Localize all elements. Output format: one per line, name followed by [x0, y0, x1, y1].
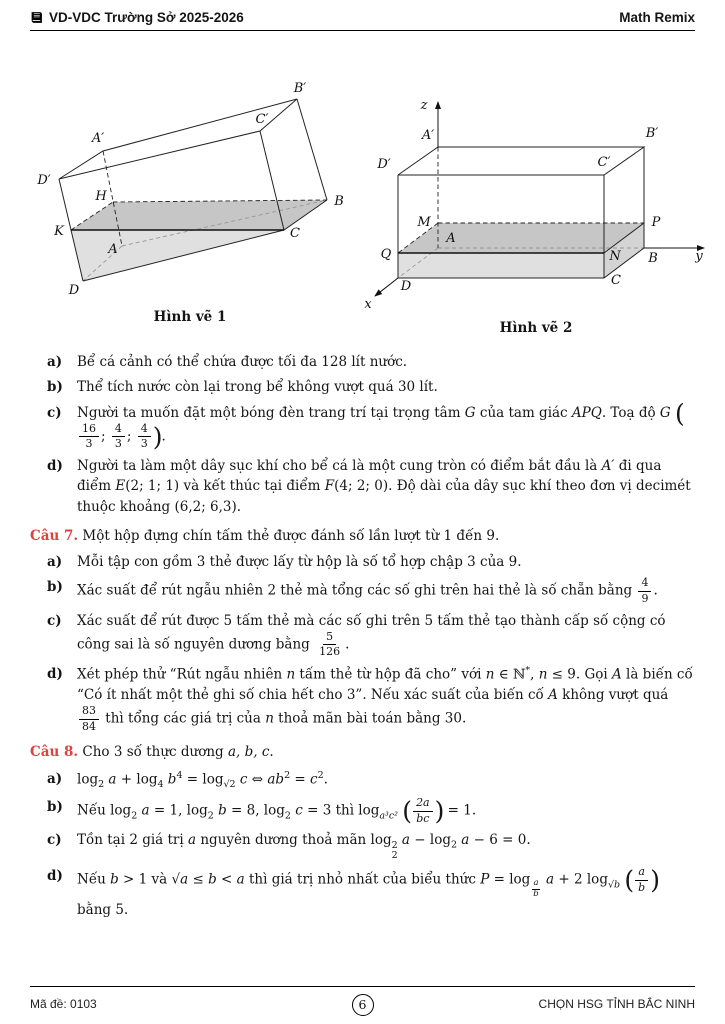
vertex-label: A′ — [421, 128, 435, 143]
statement-label: d) — [47, 458, 63, 475]
questions-content — [30, 352, 694, 925]
header-left — [30, 10, 244, 25]
text: ; — [126, 428, 136, 445]
statement-row — [30, 830, 694, 861]
question-7-stem — [82, 528, 499, 544]
text: của tam giác — [475, 404, 572, 421]
subscript: √b — [607, 879, 621, 891]
axis-label-z: z — [420, 98, 428, 113]
statement-row — [30, 611, 694, 660]
paren: ) — [434, 796, 444, 826]
statement-label: d) — [47, 868, 63, 885]
statement-text — [77, 797, 694, 825]
statement-label: b) — [47, 799, 63, 816]
statement-label: b) — [47, 379, 63, 396]
statement-text — [77, 611, 694, 660]
text: ⇔ — [247, 771, 268, 788]
statement-text — [77, 866, 694, 920]
text: đi qua điểm — [77, 458, 662, 495]
superscript: 2 — [284, 769, 291, 781]
text: Xác suất để rút được 5 tấm thẻ mà các số ghi trên 5 tấm thẻ tạo thành cấp số cộng có công sai là số nguyên dương bằng — [77, 612, 666, 653]
math-var: n — [265, 710, 274, 727]
text: Tồn tại 2 giá trị — [77, 832, 188, 849]
fraction: a b — [533, 878, 539, 899]
text: Một hộp đựng chín tấm thẻ được đánh số lần lượt từ 1 đến 9. — [82, 527, 500, 544]
statement-row — [30, 377, 694, 397]
page-number: 6 — [352, 994, 374, 1016]
text: ≤ — [188, 871, 209, 888]
math-var: A′ — [601, 458, 615, 475]
text: Nếu log — [77, 802, 132, 819]
math-var: n — [538, 666, 548, 683]
text: log — [77, 771, 99, 788]
subscript: 2 — [207, 810, 214, 822]
statement-label: c) — [47, 832, 62, 849]
vertex-label: H — [95, 189, 107, 204]
math-var: F — [324, 478, 335, 495]
math-var: G — [464, 404, 476, 421]
figure-2-drawing — [358, 76, 714, 314]
text: bằng 5. — [77, 901, 129, 918]
paren: ) — [152, 422, 162, 452]
page-footer — [30, 986, 695, 1011]
statement-label: a) — [47, 354, 63, 370]
text: thì tổng các giá trị của — [101, 710, 266, 727]
math-var: a — [541, 871, 555, 888]
vertex-label: D′ — [377, 157, 391, 172]
vertex-label: N — [609, 249, 621, 264]
question-8-label: Câu 8. — [30, 744, 79, 761]
statement-row — [30, 797, 694, 825]
text: = 1, log — [149, 802, 208, 819]
statement-label: d) — [47, 666, 63, 683]
subscript-fraction — [530, 878, 541, 899]
text: Xét phép thử “Rút ngẫu nhiên — [77, 666, 287, 683]
statement-text — [77, 352, 694, 372]
text: = 3 thì log — [302, 802, 380, 819]
text: − log — [409, 832, 451, 849]
vertex-label: P — [651, 215, 661, 230]
statement-label: c) — [47, 612, 62, 629]
math-var: P — [480, 871, 490, 888]
subscript: 2 — [131, 810, 138, 822]
math-var: G — [659, 404, 671, 421]
math-var: APQ — [571, 404, 602, 421]
text: Người ta làm một dây sục khí cho bể cá là một cung tròn có điểm bắt đầu là — [77, 458, 602, 475]
text: (4; 2; 0). Độ dài của dây sục khí theo đơn vị decimét thuộc khoảng (6,2; 6,3). — [77, 478, 691, 515]
math-var: a — [137, 802, 150, 819]
vertex-label: Q — [380, 247, 392, 262]
question-7-heading — [30, 526, 694, 546]
fraction: $\frac{4}{3}$ — [138, 423, 151, 451]
question-7-label: Câu 7. — [30, 527, 79, 544]
math-var: c — [310, 771, 318, 788]
statement-row — [30, 456, 694, 517]
question-8-heading — [30, 742, 694, 762]
book-icon — [30, 11, 43, 24]
page-header — [30, 10, 695, 31]
water-surface — [398, 223, 644, 253]
text: . — [269, 744, 274, 761]
text: Thể tích nước còn lại trong bể không vượt quá 30 lít. — [77, 379, 438, 396]
math-var: a, b, c — [227, 744, 270, 761]
statement-row — [30, 769, 694, 792]
vertex-label: C — [290, 226, 300, 241]
text: Mỗi tập con gồm 3 thẻ được lấy từ hộp là số tổ hợp chập 3 của 9. — [77, 554, 522, 571]
subscript: 2 — [98, 778, 105, 790]
text: ; — [101, 428, 110, 445]
vertex-label: A — [108, 242, 118, 257]
statement-row — [30, 664, 694, 733]
axis-label-y: y — [695, 249, 703, 264]
statement-text — [77, 456, 694, 517]
text: . — [161, 428, 166, 445]
text: − 6 = 0. — [469, 832, 531, 849]
fraction: $\frac{5}{126}$ — [319, 629, 341, 659]
vertex-label: B — [648, 251, 658, 266]
text: tấm thẻ từ hộp đã cho” với — [295, 666, 486, 683]
question-8-stem — [82, 744, 273, 760]
subscript: 2 — [450, 840, 458, 852]
text: ≤ 9. Gọi — [547, 666, 612, 683]
math-var: c — [235, 771, 248, 788]
text: (2; 1; 1) và kết thúc tại điểm — [125, 478, 325, 495]
text: thì giá trị nhỏ nhất của biểu thức — [244, 871, 481, 888]
statement-label: c) — [47, 404, 62, 421]
vertex-label: D — [68, 283, 80, 298]
fraction: $\frac{2a}{bc}$ — [413, 797, 433, 825]
statement-label: a) — [47, 554, 63, 571]
subscript: a³c² — [379, 810, 398, 822]
text: . — [653, 582, 658, 599]
text: Bể cá cảnh có thể chứa được tối đa 128 lít nước. — [77, 354, 408, 370]
fraction: $\frac{4}{3}$ — [112, 423, 125, 451]
header-brand: Math Remix — [619, 10, 695, 25]
text: = — [290, 771, 311, 788]
statement-row — [30, 398, 694, 452]
fraction: $\frac{4}{9}$ — [638, 577, 651, 605]
figure-2-caption: Hình vẽ 2 — [499, 320, 573, 336]
vertex-label: C — [611, 273, 621, 288]
statement-text — [77, 398, 694, 452]
text: . — [345, 636, 350, 653]
statement-text — [77, 664, 694, 733]
figure-1-caption: Hình vẽ 1 — [153, 309, 227, 325]
figure-1 — [22, 76, 358, 336]
math-var: A — [611, 666, 622, 683]
text: , — [530, 666, 539, 683]
text: . — [323, 771, 328, 788]
subscript: 4 — [157, 778, 164, 790]
vertex-label: K — [54, 224, 64, 239]
subscript: √2 — [223, 778, 236, 790]
text: nguyên dương thoả mãn log — [196, 832, 392, 849]
text: < — [216, 871, 237, 888]
math-var: n — [485, 666, 495, 683]
math-var: A — [548, 686, 558, 703]
axis-label-x: x — [364, 297, 372, 312]
vertex-label: A′ — [91, 131, 105, 146]
header-title: VD-VDC Trường Sở 2025-2026 — [49, 10, 244, 25]
statement-row — [30, 866, 694, 920]
paren: ( — [402, 796, 412, 826]
paren: ( — [624, 865, 634, 895]
vertex-label: B′ — [293, 81, 307, 96]
math-var: n — [286, 666, 296, 683]
vertex-label: M — [417, 215, 431, 230]
text: . Toạ độ — [601, 404, 660, 421]
statement-text — [77, 552, 694, 572]
text: ∈ ℕ — [494, 666, 526, 683]
paren: ) — [650, 865, 659, 895]
math-var: b — [213, 802, 227, 819]
statement-label: a) — [47, 770, 63, 787]
figure-1-drawing — [22, 76, 358, 301]
statement-text — [77, 377, 694, 397]
fraction: $\frac{16}{3}$ — [79, 423, 99, 451]
fraction: $\frac{83}{84}$ — [79, 705, 99, 733]
text: > 1 và √ — [118, 871, 181, 888]
text: Xác suất để rút ngẫu nhiên 2 thẻ mà tổng các số ghi trên hai thẻ là số chẵn bằng — [77, 582, 637, 599]
text: không vượt quá — [557, 686, 669, 703]
math-var: a — [104, 771, 117, 788]
text: Cho 3 số thực dương — [82, 744, 228, 761]
sup-sub: 2 2 — [391, 840, 398, 862]
statement-text — [77, 830, 694, 861]
text: là biến cố “Có ít nhất một thẻ ghi số chia hết cho 3”. Nếu xác suất của biến cố — [77, 666, 693, 703]
text: = log — [489, 871, 531, 888]
vertex-label: B — [334, 194, 344, 209]
text: Người ta muốn đặt một bóng đèn trang trí tại trọng tâm — [77, 404, 465, 421]
vertex-label: C′ — [597, 155, 611, 170]
math-var: a — [236, 871, 245, 888]
math-var: E — [115, 478, 126, 495]
paren: ( — [675, 398, 684, 428]
statement-row — [30, 352, 694, 372]
statement-row — [30, 577, 694, 605]
math-var: a — [457, 832, 470, 849]
footer-exam-code: Mã đề: 0103 — [30, 997, 97, 1011]
figures-row — [22, 76, 714, 336]
math-var: a — [180, 871, 189, 888]
vertex-label: A — [446, 231, 456, 246]
figure-2 — [358, 76, 714, 336]
text: = log — [182, 771, 224, 788]
statement-text — [77, 577, 694, 605]
math-var: ab — [267, 771, 285, 788]
math-var: b — [110, 871, 119, 888]
fraction: $\frac{a}{b}$ — [635, 866, 648, 894]
statement-row — [30, 552, 694, 572]
vertex-label: D — [400, 279, 412, 294]
statement-text — [77, 769, 694, 792]
water-front-face — [398, 253, 604, 278]
superscript: * — [525, 665, 531, 677]
text: = 1. — [443, 802, 477, 819]
math-var: b — [208, 871, 217, 888]
math-var: a — [188, 832, 197, 849]
text: = 8, log — [226, 802, 285, 819]
superscript: 4 — [176, 769, 183, 781]
math-var: b — [163, 771, 177, 788]
subscript: 2 — [284, 810, 291, 822]
text: thoả mãn bài toán bằng 30. — [273, 710, 467, 727]
footer-exam-name: CHỌN HSG TỈNH BẮC NINH — [538, 997, 695, 1011]
statement-label: b) — [47, 579, 63, 596]
vertex-label: D′ — [37, 173, 51, 188]
vertex-label: B′ — [645, 126, 659, 141]
text: + log — [116, 771, 158, 788]
vertex-label: C′ — [255, 112, 269, 127]
superscript: 2 — [317, 769, 324, 781]
math-var: a — [397, 832, 410, 849]
text: Nếu — [77, 871, 111, 888]
math-var: c — [290, 802, 303, 819]
text: + 2 log — [554, 871, 608, 888]
